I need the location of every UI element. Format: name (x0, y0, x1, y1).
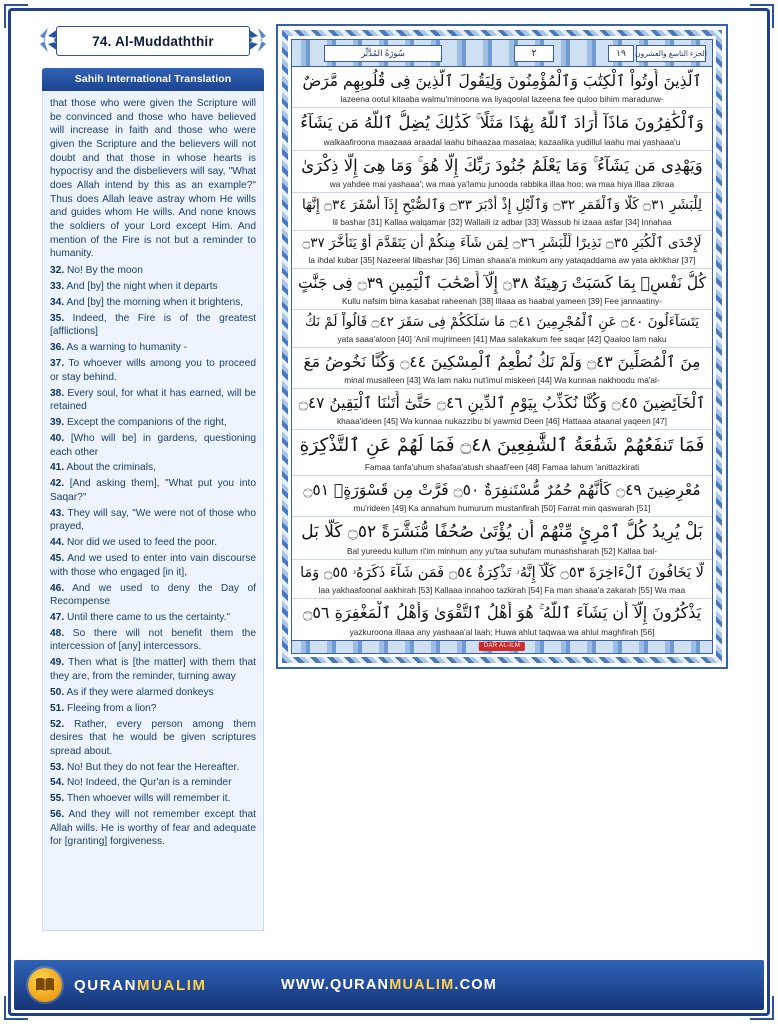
verse-text: About the criminals, (64, 462, 156, 474)
translation-verse (50, 280, 256, 293)
verse-number: 39. (50, 417, 65, 429)
arabic-text-line: فَمَا تَنفَعُهُمْ شَفَٰعَةُ ٱلشَّٰفِعِينَ ۝٤٨ فَمَا لَهُمْ عَنِ ٱلتَّذْكِرَةِ (299, 434, 705, 456)
verse-number: 50. (50, 686, 65, 698)
arabic-text-line: وَٱلْكَٰفِرُونَ مَاذَآ أَرَادَ ٱللَّهُ بِهَٰذَا مَثَلًا ۚ كَذَٰلِكَ يُضِلُّ ٱللَّهُ مَن يَشَآءُ (300, 113, 704, 133)
translation-verse (50, 461, 256, 474)
verse-number: 47. (50, 611, 65, 623)
translation-verse (50, 702, 256, 715)
verse-number: 37. (50, 358, 65, 370)
ayah-block (292, 430, 712, 476)
surah-title (56, 26, 250, 56)
verse-text: Indeed, the Fire is of the greatest [afflictions] (50, 312, 256, 338)
verse-text: Fleeing from a lion? (64, 702, 157, 714)
verse-number: 36. (50, 342, 65, 354)
translation-verse (50, 761, 256, 774)
transliteration-line: yazkuroona illaaa any yashaaa'al laah; Huwa ahlut taqwaa wa ahlul maghfirah [56] (349, 627, 655, 638)
verse-text: And we used to deny the Day of Recompense (50, 582, 256, 608)
brand-url-prefix: WWW. (280, 977, 331, 993)
verse-text: Then what is [the matter] with them that they are, from the reminder, turning away (50, 657, 256, 682)
verse-number: 52. (50, 718, 65, 730)
translation-verse (50, 507, 256, 534)
transliteration-line: Kullu nafsim bima kasabat raheenah [38] Illaaa as haabal yameen [39] Fee jannaatiny- (342, 296, 662, 306)
verse-text: Until there came to us the certainty." (64, 611, 231, 623)
verse-text: [Who will be] in gardens, questioning each other (50, 433, 256, 458)
translation-verse (50, 582, 256, 609)
mushaf-frame (276, 24, 728, 669)
verse-text: As a warning to humanity - (64, 342, 188, 354)
surah-title-banner (42, 24, 264, 58)
ayah-block (292, 389, 712, 430)
ayah-block (292, 193, 712, 231)
translation-verse (50, 536, 256, 549)
translation-verse (50, 387, 256, 414)
brand-name-first: QURAN (74, 976, 137, 994)
arabic-text-line: وَيَهْدِى مَن يَشَآءُ ۚ وَمَا يَعْلَمُ جُنُودَ رَبِّكَ إِلَّا هُوَ ۚ وَمَا هِىَ إِلَّا ذِكْرَىٰ (301, 155, 703, 175)
translation-verse (50, 656, 256, 683)
transliteration-line: wa yahdee mai yashaaa'; wa maa ya'lamu junooda rabbika illaa hoo; wa maa hiya illaa zikraa (329, 179, 675, 190)
translation-column (42, 24, 264, 931)
verse-text: As if they were alarmed donkeys (64, 686, 214, 698)
verse-number: 40. (50, 433, 65, 445)
surah-title-text: 74. Al-Muddaththir (92, 33, 214, 49)
mushaf-decorative-border (282, 30, 722, 663)
header-surah-name: سُورَةُ المُدَّثِّر (324, 45, 442, 62)
verse-text: No! By the moon (64, 265, 143, 277)
transliteration-line: yata saaa'aloon [40] 'Anil mujrimeen [41] Maa salakakum fee saqar [42] Qaaloo lam naku (337, 333, 667, 344)
ayah-block (292, 517, 712, 560)
verse-text: They will say, "We were not of those who prayed, (50, 507, 256, 533)
verse-text: No! But they do not fear the Hereafter. (64, 761, 240, 773)
ayah-block (292, 269, 712, 310)
arabic-text-line: يَتَسَآءَلُونَ ۝٤٠ عَنِ ٱلْمُجْرِمِينَ ۝٤١ مَا سَلَكَكُمْ فِى سَقَرَ ۝٤٢ قَالُواْ لَمْ نَكُ (305, 314, 699, 330)
brand-url-tld: .COM (454, 977, 498, 993)
mushaf-footer (292, 640, 712, 653)
verse-number: 46. (50, 582, 65, 594)
arabic-text-line: بَلْ يُرِيدُ كُلُّ ٱمْرِئٍ مِّنْهُمْ أَن يُؤْتَىٰ صُحُفًا مُّنَشَّرَةً ۝٥٢ كَلَّا بَل (301, 521, 703, 542)
transliteration-line: khaaa'ideen [45] Wa kunnaa nukazzibu bi yawmid Deen [46] Hattaaa ataanal yaqeen [47] (337, 415, 667, 426)
verse-text: And [by] the night when it departs (64, 281, 218, 293)
translation-verse (50, 432, 256, 459)
ayah-block (292, 231, 712, 269)
transliteration-line: lazeena ootul kitaaba walmu'minoona wa liyaqoolal lazeena fee quloo bihim maradunw- (340, 94, 664, 105)
brand-name (74, 977, 207, 994)
transliteration-line: lil bashar [31] Kallaa walqamar [32] Wallaili iz adbar [33] Wassub hi izaaa asfar [34] Innahaa (332, 217, 672, 228)
brand-logo (28, 968, 62, 1002)
page-content (14, 14, 764, 952)
open-book-icon (35, 977, 55, 993)
arabic-text-line: يَذْكُرُونَ إِلَّآ أَن يَشَآءَ ٱللَّهُ ۚ هُوَ أَهْلُ ٱلتَّقْوَىٰ وَأَهْلُ ٱلْمَغْفِرَةِ ۝٥٦ (302, 603, 702, 623)
verse-text: Nor did we used to feed the poor. (64, 537, 218, 549)
verse-number: 45. (50, 553, 65, 565)
verse-text: [And asking them], "What put you into Saqar?" (50, 478, 256, 503)
translation-verse (50, 776, 256, 789)
mushaf-header (292, 40, 712, 67)
verse-number: 54. (50, 777, 65, 789)
verse-text: And they will not remember except that Allah wills. He is worthy of fear and adequate for [granting] forgiveness. (50, 809, 256, 848)
verse-number: 55. (50, 793, 65, 805)
translation-verse (50, 341, 256, 354)
verse-number: 41. (50, 462, 65, 474)
verse-number: 53. (50, 761, 65, 773)
header-page-number: ٢ (514, 45, 554, 62)
verse-text: So there will not benefit them the intercession of [any] intercessors. (50, 627, 256, 653)
translation-verse (50, 312, 256, 339)
verse-number: 43. (50, 507, 65, 519)
ayah-block (292, 67, 712, 108)
verse-text: Then whoever wills will remember it. (64, 793, 231, 805)
verse-number: 38. (50, 387, 65, 399)
translation-source-banner: Sahih International Translation (42, 68, 264, 91)
translation-verse (50, 808, 256, 848)
header-juz-name: الجزء التاسع والعشرون (636, 45, 706, 62)
verse-number: 49. (50, 657, 65, 669)
translation-verse (50, 718, 256, 758)
verse-number: 56. (50, 809, 65, 821)
translation-verse (50, 296, 256, 309)
verse-text: And we used to enter into vain discourse with those who engaged [in it], (50, 553, 256, 578)
arabic-text-line: مِنَ ٱلْمُصَلِّينَ ۝٤٣ وَلَمْ نَكُ نُطْعِمُ ٱلْمِسْكِينَ ۝٤٤ وَكُنَّا نَخُوضُ مَعَ (303, 352, 701, 371)
translation-intro: that those who were given the Scripture will be convinced and those who have believed will increase in faith and those who were given the Scripture and the believers will not doubt and that those in whose hearts is hypocrisy and the disbelievers will say, "What does Allah intend by this as an example?" Thus does Allah leave astray whom He wills and guides whom He wills. And none knows the soldiers of your Lord except Him. And mention of the Fire is not but a reminder to humanity. (50, 98, 256, 260)
mushaf-inner (291, 39, 713, 654)
verse-text: To whoever wills among you to proceed or stay behind. (50, 358, 256, 383)
translation-verse (50, 357, 256, 384)
mushaf-column (276, 24, 728, 669)
brand-bar (14, 960, 764, 1010)
ayah-block (292, 348, 712, 389)
arabic-text-line: كُلُّ نَفْسٍۭ بِمَا كَسَبَتْ رَهِينَةٌ ۝٣٨ إِلَّآ أَصْحَٰبَ ٱلْيَمِينِ ۝٣٩ فِى جَنَّٰتٍ (298, 273, 706, 292)
verse-text: Except the companions of the right, (64, 417, 227, 429)
transliteration-line: Famaa tanfa'uhum shafaa'atush shaafi'een [48] Famaa lahum 'anittazkirati (364, 461, 640, 472)
verse-number: 51. (50, 702, 65, 714)
translation-verse (50, 264, 256, 277)
arabic-text-line: ٱلْخَآئِضِينَ ۝٤٥ وَكُنَّا نُكَذِّبُ بِيَوْمِ ٱلدِّينِ ۝٤٦ حَتَّىٰٓ أَتَىٰنَا ٱلْيَقِينُ ۝٤٧ (298, 393, 706, 412)
brand-url-mualim: MUALIM (389, 977, 455, 993)
mushaf-ayah-list (292, 67, 712, 640)
translation-verse (50, 627, 256, 654)
ayah-block (292, 599, 712, 640)
transliteration-line: mu'rideen [49] Ka annahum humurum mustanfirah [50] Farrat min qaswarah [51] (353, 502, 651, 513)
translation-verse (50, 686, 256, 699)
verse-text: And [by] the morning when it brightens, (64, 296, 244, 308)
verse-number: 34. (50, 296, 65, 308)
translation-verse (50, 792, 256, 805)
transliteration-line: Bal yureedu kullum ri'im minhum any yu'taa suhufam munashsharah [52] Kallaa bal- (346, 545, 658, 556)
ayah-block (292, 560, 712, 599)
transliteration-line: la ihdal kubar [35] Nazeeral lilbashar [36] Liman shaaa'a minkum any yataqaddama aw yata akhkhar [37] (308, 254, 696, 265)
ayah-block (292, 108, 712, 151)
verse-number: 42. (50, 478, 65, 490)
transliteration-line: minal musalleen [43] Wa lam naku nut'imul miskeen [44] Wa kunnaa nakhoodu ma'al- (344, 374, 660, 385)
verse-text: No! Indeed, the Qur'an is a reminder (64, 777, 232, 789)
verse-number: 35. (50, 312, 65, 324)
translation-body (42, 91, 264, 931)
arabic-text-line: لَإِحْدَى ٱلْكُبَرِ ۝٣٥ نَذِيرًا لِّلْبَشَرِ ۝٣٦ لِمَن شَآءَ مِنكُمْ أَن يَتَقَدَّمَ أَوْ يَتَأَخَّرَ ۝٣٧ (302, 235, 702, 252)
translation-verse (50, 552, 256, 579)
ayah-block (292, 476, 712, 517)
transliteration-line: walkaafiroona maazaaa araadal laahu bihaazaa masalaa; kazaalika yudillul laahu mai yashaaa'u (323, 136, 681, 147)
verse-text: Every soul, for what it has earned, will be retained (50, 387, 256, 413)
arabic-text-line: لَّا يَخَافُونَ ٱلْءَاخِرَةَ ۝٥٣ كَلَّآ إِنَّهُۥ تَذْكِرَةٌ ۝٥٤ فَمَن شَآءَ ذَكَرَهُۥ ۝٥٥ وَمَا (300, 564, 704, 581)
arabic-text-line: ٱلَّذِينَ أُوتُواْ ٱلْكِتَٰبَ وَٱلْمُؤْمِنُونَ وَلِيَقُولَ ٱلَّذِينَ فِى قُلُوبِهِم مَّرَضٌ (302, 72, 702, 90)
transliteration-line: laa yakhaafoonal aakhirah [53] Kallaaa innahoo tazkirah [54] Fa man shaaa'a zakarah [55] Wa maa (318, 585, 686, 596)
verse-text: Rather, every person among them desires that he would be given scriptures spread about. (50, 718, 256, 757)
translation-verse (50, 416, 256, 429)
verse-number: 33. (50, 281, 65, 293)
verse-number: 48. (50, 627, 65, 639)
arabic-text-line: مُعْرِضِينَ ۝٤٩ كَأَنَّهُمْ حُمُرٌ مُّسْتَنفِرَةٌ ۝٥٠ فَرَّتْ مِن قَسْوَرَةٍۭ ۝٥١ (303, 480, 701, 499)
ayah-block (292, 310, 712, 348)
verse-number: 44. (50, 537, 65, 549)
brand-url-quran: QURAN (330, 977, 390, 993)
ayah-block (292, 151, 712, 194)
translation-verse-list (50, 264, 256, 849)
page-inner (14, 14, 764, 1010)
brand-name-second: MUALIM (137, 976, 207, 994)
verse-number: 32. (50, 265, 65, 277)
header-juz-number: ١٩ (608, 45, 634, 62)
translation-verse (50, 477, 256, 504)
translation-verse (50, 611, 256, 624)
arabic-text-line: لِلْبَشَرِ ۝٣١ كَلَّا وَٱلْقَمَرِ ۝٣٢ وَٱلَّيْلِ إِذْ أَدْبَرَ ۝٣٣ وَٱلصُّبْحِ إِذَآ أَسْفَرَ ۝٣٤ إِنَّهَا (301, 197, 703, 214)
mushaf-footer-tag: DAR AL-ILM (479, 642, 525, 651)
